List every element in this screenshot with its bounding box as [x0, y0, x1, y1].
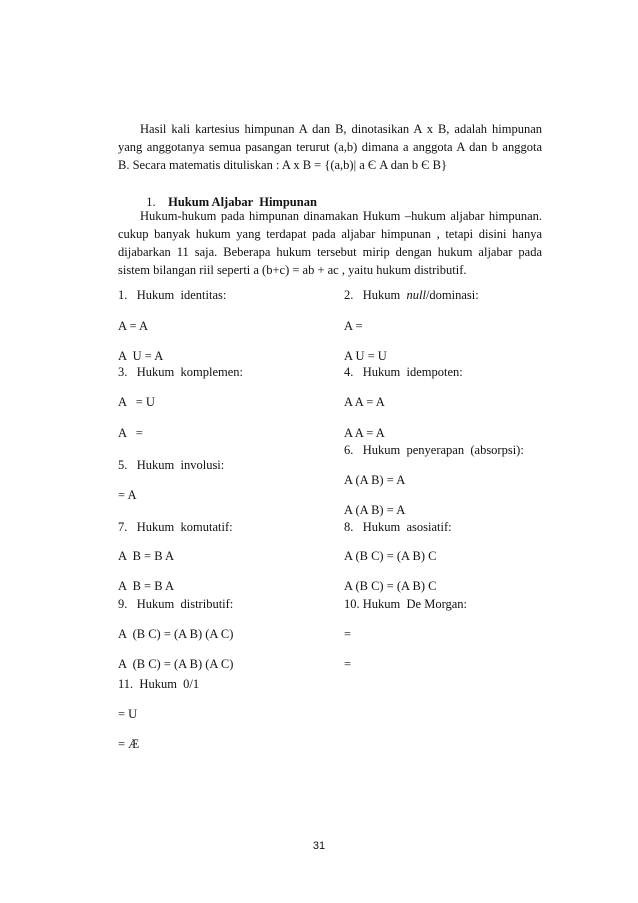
law-6-formula-1: A (A B) = A — [344, 473, 406, 487]
law-2-title-em: null — [406, 288, 426, 302]
law-4-formula-2: A A = A — [344, 426, 385, 440]
law-1-formula-2: A U = A — [118, 349, 164, 363]
law-10-title: 10. Hukum De Morgan: — [344, 597, 468, 611]
law-2-title-pre: 2. Hukum — [344, 288, 407, 302]
law-7-formula-1: A B = B A — [118, 549, 175, 563]
law-11-formula-2: = Æ — [118, 737, 140, 751]
law-10-formula-1: = — [344, 627, 352, 641]
law-5-title: 5. Hukum involusi: — [118, 458, 225, 472]
law-1-formula-1: A = A — [118, 319, 148, 333]
law-8-formula-2: A (B C) = (A B) C — [344, 579, 437, 593]
intro-line-2: yang anggotanya semua pasangan terurut (a,b) dimana a anggota A dan b anggota — [118, 140, 542, 154]
section-title: Hukum Aljabar Himpunan — [168, 194, 317, 209]
law-3-formula-1: A = U — [118, 395, 155, 409]
law-9-title: 9. Hukum distributif: — [118, 597, 234, 611]
law-2-formula-2: A U = U — [344, 349, 387, 363]
law-2-formula-1: A = — [344, 319, 363, 333]
intro-line-1: Hasil kali kartesius himpunan A dan B, dinotasikan A x B, adalah himpunan — [140, 122, 542, 136]
law-8-formula-1: A (B C) = (A B) C — [344, 549, 437, 563]
law-3-formula-2: A = — [118, 426, 143, 440]
law-5-formula-1: = A — [118, 488, 137, 502]
law-7-title: 7. Hukum komutatif: — [118, 520, 233, 534]
section-heading — [140, 183, 317, 208]
law-4-title: 4. Hukum idempoten: — [344, 365, 463, 379]
law-7-formula-2: A B = B A — [118, 579, 175, 593]
law-11-title: 11. Hukum 0/1 — [118, 677, 200, 691]
law-8-title: 8. Hukum asosiatif: — [344, 520, 452, 534]
section-number: 1. — [146, 194, 156, 209]
law-10-formula-2: = — [344, 657, 352, 671]
page-number: 31 — [312, 840, 326, 852]
law-2-title-post: /dominasi: — [425, 288, 479, 302]
law-11-formula-1: = U — [118, 707, 138, 721]
law-9-formula-2: A (B C) = (A B) (A C) — [118, 657, 234, 671]
law-6-formula-2: A (A B) = A — [344, 503, 406, 517]
section-text-line-1: Hukum-hukum pada himpunan dinamakan Hukum –hukum aljabar himpunan. — [140, 209, 542, 223]
section-text-line-4: sistem bilangan riil seperti a (b+c) = ab + ac , yaitu hukum distributif. — [118, 263, 467, 277]
law-6-title: 6. Hukum penyerapan (absorpsi): — [344, 443, 524, 457]
section-text-line-2: cukup banyak hukum yang terdapat pada aljabar himpunan , tetapi disini hanya — [118, 227, 542, 241]
law-2-title — [344, 289, 479, 302]
law-3-title: 3. Hukum komplemen: — [118, 365, 243, 379]
law-9-formula-1: A (B C) = (A B) (A C) — [118, 627, 234, 641]
law-4-formula-1: A A = A — [344, 395, 385, 409]
intro-line-3: B. Secara matematis dituliskan : A x B = {(a,b)| a Є A dan b Є B} — [118, 158, 447, 172]
section-text-line-3: dijabarkan 11 saja. Beberapa hukum tersebut mirip dengan hukum aljabar pada — [118, 245, 542, 259]
law-1-title: 1. Hukum identitas: — [118, 288, 227, 302]
